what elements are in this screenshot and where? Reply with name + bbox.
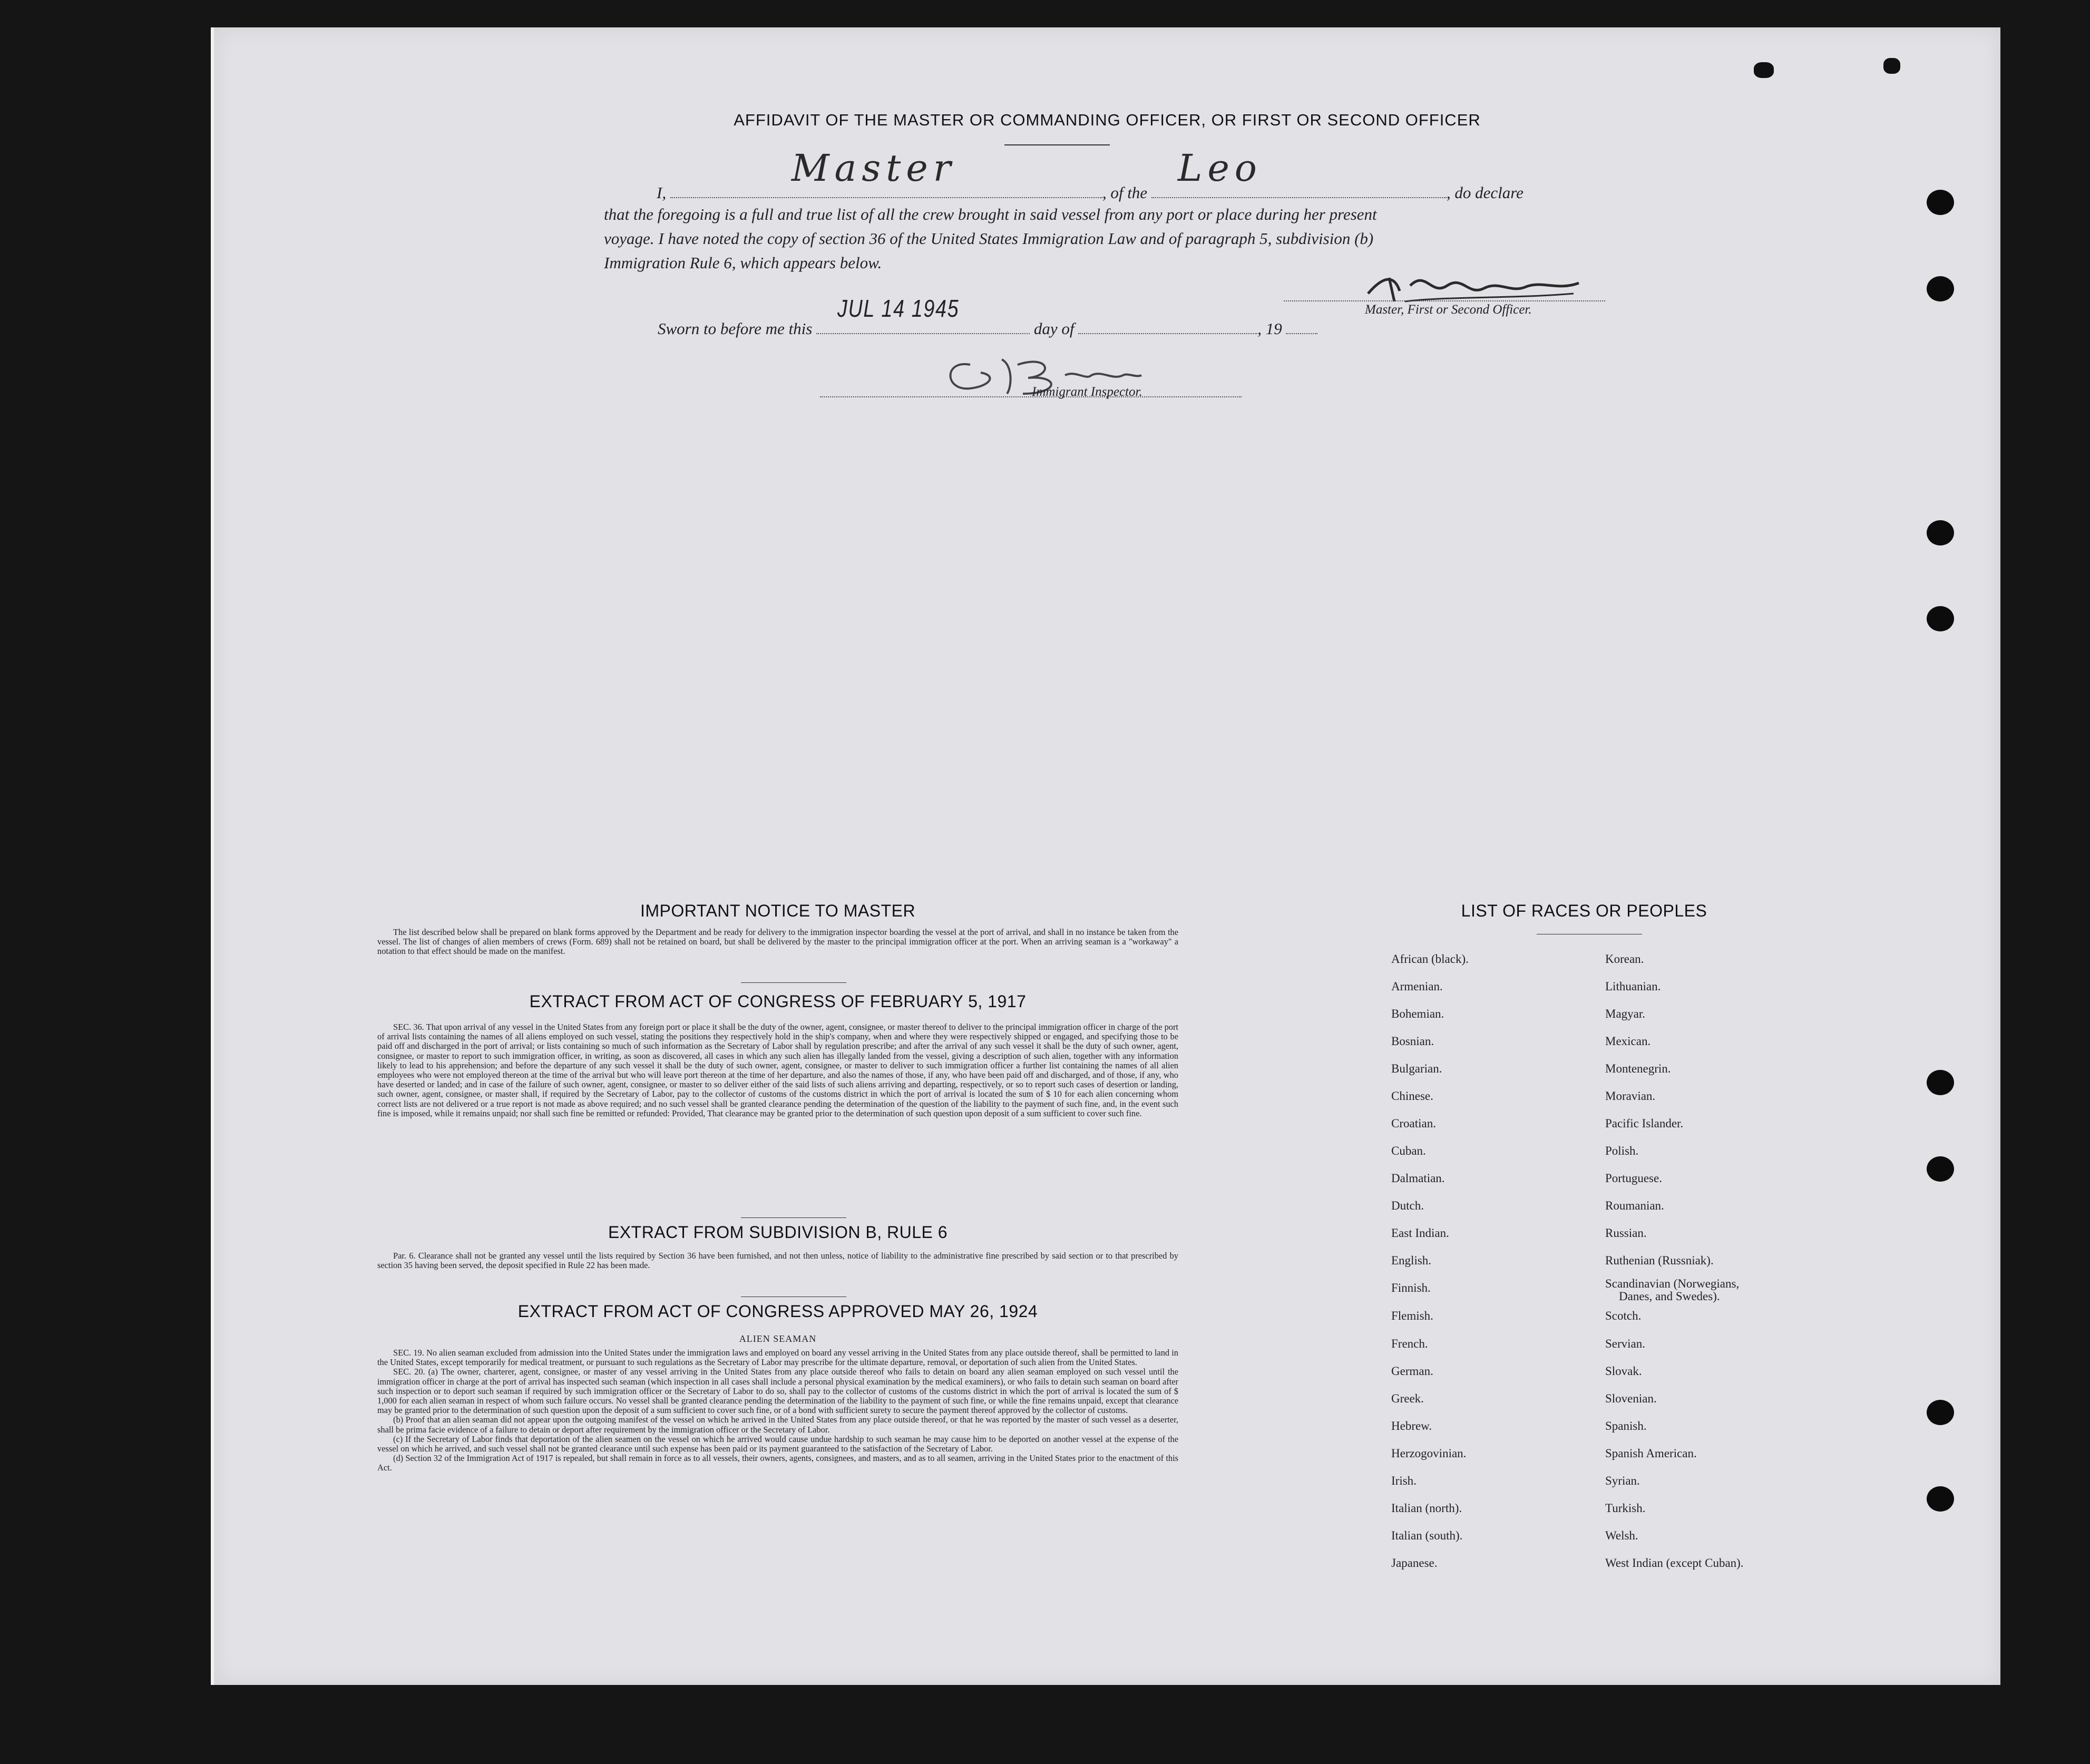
race-item: Pacific Islander. [1605,1117,1684,1130]
sworn-label: Sworn to before me this [658,319,813,338]
race-item: Finnish. [1391,1281,1431,1294]
race-item: Italian (south). [1391,1529,1463,1542]
date-field [816,295,1030,334]
par6-paragraph: Par. 6. Clearance shall not be granted any vessel until the lists required by Section 36 have been furnished, and not then unless, notice of liability to the administrative fine prescribed by said section or to that prescribed by section 35 having been served, the deposit specified in Rule 22 has been made. [377,1251,1178,1271]
race-item: Bulgarian. [1391,1062,1442,1075]
ink-blot [1883,58,1900,74]
handwritten-rank: Master [791,147,956,190]
vessel-field [1151,147,1447,198]
date-stamp: JUL 14 1945 [837,295,960,322]
i-label: I, [657,183,667,202]
race-item: Spanish American. [1605,1447,1697,1460]
notice-paragraph: The list described below shall be prepared on blank forms approved by the Department and be ready for delivery to the immigration inspector boarding the vessel at the port of arrival, and shall in no instance be taken from the vessel. The list of changes of alien members of crews (Form. 689) shall not be retained on board, but shall be delivered by the master to the principal immigration officer at the port. When an arriving seaman is a "workaway" a notation to that effect should be made on the manifest. [377,927,1178,957]
race-item: Slovak. [1605,1365,1642,1378]
race-item: Mexican. [1605,1035,1651,1048]
sworn-line [658,295,1448,344]
race-item: Japanese. [1391,1556,1438,1570]
month-field [1078,317,1257,334]
race-item: Flemish. [1391,1309,1433,1322]
race-item: Armenian. [1391,980,1443,993]
sec20c-paragraph: (c) If the Secretary of Labor finds that deportation of the alien seamen on the vessel on which he arrived would cause undue hardship to such seaman he may cause him to be deported on another vessel at the expense of the vessel on which he arrived, and such vessel shall not be granted clearance until such expense has been paid or its payment guaranteed to the satisfaction of the Secretary of Labor. [377,1434,1178,1454]
punch-hole [1927,276,1954,301]
section-divider [741,982,846,983]
punch-hole [1927,1486,1954,1512]
race-item: Russian. [1605,1226,1647,1240]
do-declare-label: , do declare [1446,183,1523,202]
sec36-paragraph: SEC. 36. That upon arrival of any vessel in the United States from any foreign port or place it shall be the duty of the owner, agent, consignee, or master thereof to deliver to the principal immigration officer in charge of the port of arrival lists containing the names of all aliens employed on such vessel, stating the positions they respectively hold in the ship's company, when and where they were respectively shipped or engaged, and specifying those to be paid off and discharged in the port of arrival; or lists containing so much of such information as the Secretary of Labor shall by regulation prescribe; and after the arrival of any such vessel it shall be the duty of such owner, agent, consignee, or master to report to such immigration officer, in writing, as soon as discovered, all cases in which any such alien has illegally landed from the vessel, giving a description of such alien, together with any information likely to lead to his apprehension; and before the departure of any such vessel it shall be the duty of such owner, agent, consignee, or master to deliver to such immigration officer a further list containing the names of all alien employees who were not employed thereon at the time of the arrival but who will leave port thereon at the time of her departure, and also the names of those, if any, who have been paid off and discharged, and of those, if any, who have deserted or landed; and in case of the failure of such owner, agent, consignee, or master to so deliver either of the said lists of such aliens arriving and departing, respectively, or so to report such cases of desertion or landing, such owner, agent, consignee, or master shall, if required by the Secretary of Labor, pay to the collector of customs of the customs district in which the port of arrival is located the sum of $ 10 for each alien concerning whom correct lists are not delivered or a true report is not made as above required; and no such vessel shall be granted clearance pending the determination of the question of the liability to the payment of such fine, and, in the event such fine is imposed, while it remains unpaid; nor shall such fine be remitted or refunded: Provided, That clearance may be granted prior to the determination of such question upon deposit of a sum sufficient to cover such fine. [377,1022,1178,1118]
affidavit-line-4: Immigration Rule 6, which appears below. [604,254,882,272]
form-page [211,27,2000,1685]
affidavit-line-3: voyage. I have noted the copy of section 36 of the United States Immigration Law and of paragraph 5, subdivision (b) [604,229,1374,248]
punch-hole [1927,520,1954,545]
race-item: Croatian. [1391,1117,1436,1130]
race-item: Danes, and Swedes). [1619,1290,1720,1303]
year-label: , 19 [1257,319,1282,338]
race-item: Lithuanian. [1605,980,1661,993]
race-item: West Indian (except Cuban). [1605,1556,1744,1570]
inspector-line [820,396,1242,397]
races-heading: LIST OF RACES OR PEOPLES [1461,901,1707,920]
race-item: English. [1391,1254,1432,1267]
punch-hole [1927,1070,1954,1095]
punch-hole [1927,1400,1954,1425]
race-item: Chinese. [1391,1089,1433,1103]
race-item: Moravian. [1605,1089,1656,1103]
race-item: Montenegrin. [1605,1062,1671,1075]
extract-1924-heading: EXTRACT FROM ACT OF CONGRESS APPROVED MAY 26, 1924 [517,1302,1038,1321]
race-item: Ruthenian (Russniak). [1605,1254,1714,1267]
race-item: Bohemian. [1391,1007,1444,1020]
race-item: Welsh. [1605,1529,1638,1542]
extract-rule6-heading: EXTRACT FROM SUBDIVISION B, RULE 6 [608,1223,948,1242]
race-item: Servian. [1605,1337,1646,1350]
race-item: Spanish. [1605,1419,1647,1432]
section-divider [741,1217,846,1218]
signature-line [1284,300,1605,301]
punch-hole [1927,606,1954,631]
race-item: Irish. [1391,1474,1417,1487]
ink-blot [1754,62,1774,78]
extract-1924-text [377,1348,1178,1473]
race-item: Scandinavian (Norwegians, [1605,1277,1740,1290]
rank-field [670,147,1102,198]
race-item: Turkish. [1605,1502,1646,1515]
alien-seaman-subheading: ALIEN SEAMAN [739,1333,817,1344]
race-item: Scotch. [1605,1309,1642,1322]
notice-text [377,928,1178,957]
punch-hole [1927,190,1954,215]
races-right-column [1605,952,1848,1616]
affidavit-title: AFFIDAVIT OF THE MASTER OR COMMANDING OFFICER, OR FIRST OR SECOND OFFICER [734,111,1481,129]
punch-hole [1927,1156,1954,1182]
race-item: Greek. [1391,1392,1424,1405]
year-field [1286,317,1317,334]
extract-1917-heading: EXTRACT FROM ACT OF CONGRESS OF FEBRUARY 5, 1917 [529,992,1027,1011]
sec19-paragraph: SEC. 19. No alien seaman excluded from admission into the United States under the immigration laws and employed on board any vessel arriving in the United States from any place outside thereof, shall be permitted to land in the United States, except temporarily for medical treatment, or pursuant to such regulations as the Secretary of Labor may prescribe for the ultimate departure, removal, or deportation of such alien from the United States. [377,1348,1178,1368]
race-item: Portuguese. [1605,1172,1662,1185]
extract-rule6-text [377,1251,1178,1270]
signature-label: Master, First or Second Officer. [1365,303,1532,317]
race-item: African (black). [1391,952,1469,966]
day-of-label: day of [1033,319,1075,338]
race-item: Slovenian. [1605,1392,1657,1405]
extract-1917-text [377,1022,1178,1118]
of-the-label: , of the [1102,183,1148,202]
race-item: Italian (north). [1391,1502,1462,1515]
affidavit-line-2: that the foregoing is a full and true list of all the crew brought in said vessel from any port or place during her present [604,205,1377,223]
race-item: Cuban. [1391,1144,1426,1157]
notice-heading: IMPORTANT NOTICE TO MASTER [640,901,916,920]
race-item: East Indian. [1391,1226,1449,1240]
race-item: Bosnian. [1391,1035,1434,1048]
inspector-label: Immigrant Inspector. [1032,385,1142,399]
race-item: Magyar. [1605,1007,1646,1020]
sec20b-paragraph: (b) Proof that an alien seaman did not appear upon the outgoing manifest of the vessel on which he arrived in the United States from any place outside thereof, or that he was reported by the master of such vessel as a deserter, shall be prima facie evidence of a failure to detain or deport after requirement by the immigration officer or the Secretary of Labor. [377,1415,1178,1435]
race-item: Herzogovinian. [1391,1447,1467,1460]
race-item: Roumanian. [1605,1199,1664,1212]
sec20a-paragraph: SEC. 20. (a) The owner, charterer, agent, consignee, or master of any vessel arriving in the United States from any place outside thereof who fails to detain on board any alien seaman employed on such vessel until the immigration officer in charge at the port of arrival has inspected such seaman (which inspection in all cases shall include a personal physical examination by the medical examiners), or who fails to detain such seaman on board after such inspection or to deport such seaman if required by such immigration officer or the Secretary of Labor to do so, shall pay to the collector of customs of the customs district in which the port of arrival is located the sum of $ 1,000 for each alien seaman in respect of whom such failure occurs. No vessel shall be granted clearance pending the determination of the liability to the payment of such fine, or while the fine remains unpaid, except that clearance may be granted prior to the determination of such question upon the deposit of a sum sufficient to cover such fine, or of a bond with sufficient surety to secure the payment thereof approved by the collector of customs. [377,1367,1178,1416]
races-left-column [1391,952,1602,1616]
race-item: Korean. [1605,952,1644,966]
race-item: French. [1391,1337,1428,1350]
race-item: Polish. [1605,1144,1639,1157]
title-divider [1004,144,1110,145]
race-item: Dalmatian. [1391,1172,1445,1185]
sec20d-paragraph: (d) Section 32 of the Immigration Act of 1917 is repealed, but shall remain in force as to all vessels, their owners, agents, consignees, and masters, and as to all seamen, arriving in the United States prior to the enactment of this Act. [377,1453,1178,1473]
race-item: Syrian. [1605,1474,1640,1487]
race-item: German. [1391,1365,1433,1378]
race-item: Dutch. [1391,1199,1424,1212]
handwritten-vessel: Leo [1177,147,1262,190]
race-item: Hebrew. [1391,1419,1432,1432]
